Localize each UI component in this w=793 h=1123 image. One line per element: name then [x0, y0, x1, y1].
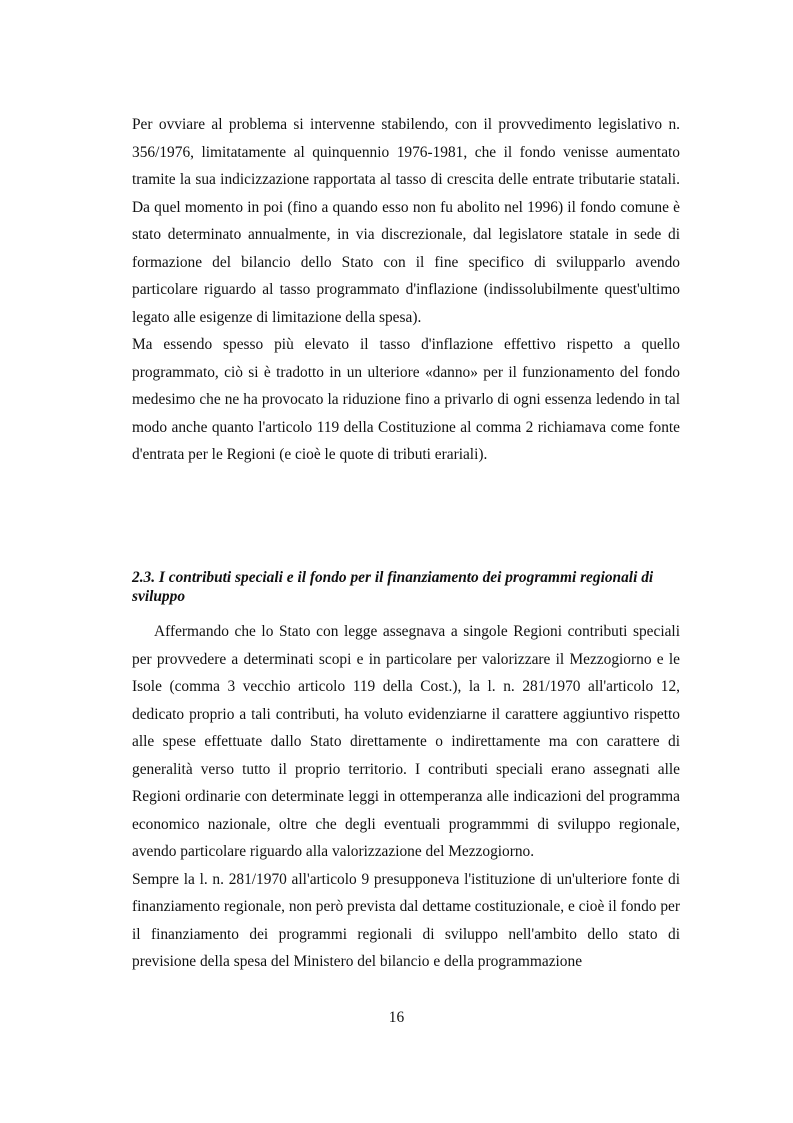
body-text-bottom: [132, 618, 680, 976]
body-text-top: [132, 111, 680, 469]
paragraph-fondo-indicizzazione: Per ovviare al problema si intervenne stabilendo, con il provvedimento legislativo n. 356/1976, limitatamente al quinquennio 1976-1981, che il fondo venisse aumentato tramite la sua indicizzazione rapportata al tasso di crescita delle entrate tributarie statali. Da quel momento in poi (fino a quando esso non fu abolito nel 1996) il fondo comune è stato determinato annualmente, in via discrezionale, dal legislatore statale in sede di formazione del bilancio dello Stato con il fine specifico di svilupparlo avendo particolare riguardo al tasso programmato d'inflazione (indissolubilmente quest'ultimo legato alle esigenze di limitazione della spesa).: [132, 116, 680, 326]
paragraph-contributi-speciali: Affermando che lo Stato con legge assegnava a singole Regioni contributi speciali per provvedere a determinati scopi e in particolare per valorizzare il Mezzogiorno e le Isole (comma 3 vecchio articolo 119 della Cost.), la l. n. 281/1970 all'articolo 12, dedicato proprio a tali contributi, ha voluto evidenziarne il carattere aggiuntivo rispetto alle spese effettuate dallo Stato direttamente o indirettamente ma con carattere di generalità verso tutto il proprio territorio. I contributi speciali erano assegnati alle Regioni ordinarie con determinate leggi in ottemperanza alle indicazioni del programma economico nazionale, oltre che degli eventuali programmmi di sviluppo regionale, avendo particolare riguardo alla valorizzazione del Mezzogiorno.: [132, 623, 680, 860]
page-number: 16: [388, 1009, 405, 1026]
paragraph-fondo-programmi: Sempre la l. n. 281/1970 all'articolo 9 presupponeva l'istituzione di un'ulteriore fonte di finanziamento regionale, non però prevista dal dettame costituzionale, e cioè il fondo per il finanziamento dei programmi regionali di sviluppo nell'ambito dello stato di previsione della spesa del Ministero del bilancio e della programmazione: [132, 870, 680, 970]
paragraph-tasso-inflazione: Ma essendo spesso più elevato il tasso d'inflazione effettivo rispetto a quello programmato, ciò si è tradotto in un ulteriore «danno» per il funzionamento del fondo medesimo che ne ha provocato la riduzione fino a privarlo di ogni essenza ledendo in tal modo anche quanto l'articolo 119 della Costituzione al comma 2 richiamava come fonte d'entrata per le Regioni (e cioè le quote di tributi erariali).: [132, 336, 680, 463]
section-heading: 2.3. I contributi speciali e il fondo per il finanziamento dei programmi regionali di sviluppo: [132, 569, 654, 605]
